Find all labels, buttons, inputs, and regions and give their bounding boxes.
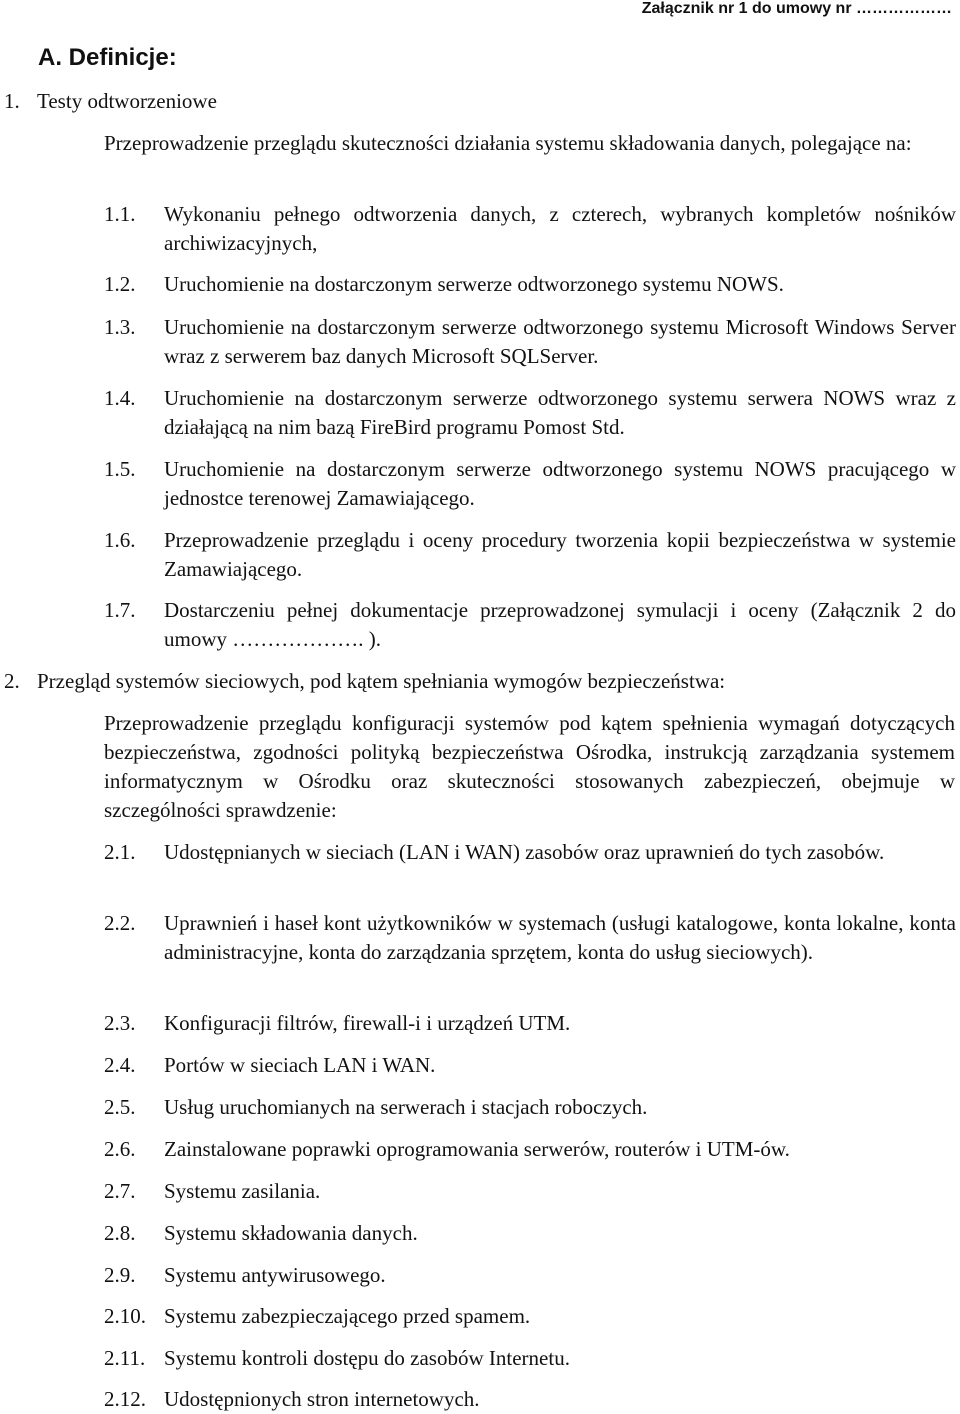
list-item [104,200,956,258]
list-item [104,1302,956,1331]
list-item [104,384,956,442]
annex-header: Załącznik nr 1 do umowy nr ……………… [641,0,952,17]
item-text: Systemu zabezpieczającego przed spamem. [164,1304,531,1328]
item-number: 1.6. [104,528,136,552]
list-item [104,1009,956,1038]
item-number: 2.6. [104,1137,136,1161]
list-item [104,270,956,299]
item-text: Uruchomienie na dostarczonym serwerze odtworzonego systemu NOWS pracującego w jednostce terenowej Zamawiającego. [164,457,956,510]
list-item [104,838,956,867]
list-item [104,1344,956,1373]
item-number: 2.5. [104,1095,136,1119]
item-text: Udostępnianych w sieciach (LAN i WAN) zasobów oraz uprawnień do tych zasobów. [164,840,885,864]
item-text: Zainstalowane poprawki oprogramowania serwerów, routerów i UTM-ów. [164,1137,790,1161]
item-text: Konfiguracji filtrów, firewall-i i urządzeń UTM. [164,1011,571,1035]
section-number: 1. [4,89,20,113]
item-number: 1.3. [104,315,136,339]
item-number: 2.2. [104,911,136,935]
item-text: Systemu składowania danych. [164,1221,418,1245]
item-text: Portów w sieciach LAN i WAN. [164,1053,436,1077]
list-item [104,909,956,967]
item-number: 1.2. [104,272,136,296]
item-text: Uruchomienie na dostarczonym serwerze odtworzonego systemu serwera NOWS wraz z działającą na nim bazą FireBird programu Pomost Std. [164,386,956,439]
section-title: Przegląd systemów sieciowych, pod kątem spełniania wymogów bezpieczeństwa: [37,669,726,693]
list-item [104,1051,956,1080]
list-item [104,455,956,513]
section-2-intro: Przeprowadzenie przeglądu konfiguracji systemów pod kątem spełnienia wymagań dotyczących bezpieczeństwa, zgodności polityką bezpieczeństwa Ośrodka, instrukcją zarządzania systemem informatycznym w Ośrodku oraz skuteczności stosowanych zabezpieczeń, obejmuje w szczególności sprawdzenie: [104,711,955,822]
section-2-heading [0,667,940,696]
item-number: 1.5. [104,457,136,481]
item-number: 2.8. [104,1221,136,1245]
list-item [104,1261,956,1290]
item-text: Systemu antywirusowego. [164,1263,386,1287]
item-text: Usług uruchomianych na serwerach i stacjach roboczych. [164,1095,648,1119]
section-number: 2. [4,669,20,693]
item-number: 1.4. [104,386,136,410]
item-number: 2.12. [104,1387,146,1411]
list-item [104,1135,956,1164]
list-item [104,313,956,371]
item-text: Przeprowadzenie przeglądu i oceny procedury tworzenia kopii bezpieczeństwa w systemie Zamawiającego. [164,528,956,581]
list-item [104,1093,956,1122]
list-item [104,1385,956,1414]
item-number: 2.3. [104,1011,136,1035]
section-1-intro: Przeprowadzenie przeglądu skuteczności działania systemu składowania danych, polegające na: [104,131,912,155]
item-number: 2.9. [104,1263,136,1287]
list-item [104,1219,956,1248]
section-a-title: A. Definicje: [38,44,177,71]
list-item [104,596,956,654]
item-number: 2.4. [104,1053,136,1077]
item-text: Wykonaniu pełnego odtworzenia danych, z czterech, wybranych kompletów nośników archiwizacyjnych, [164,202,956,255]
item-text: Uruchomienie na dostarczonym serwerze odtworzonego systemu NOWS. [164,272,784,296]
list-item [104,1177,956,1206]
list-item [104,526,956,584]
item-text: Udostępnionych stron internetowych. [164,1387,480,1411]
item-number: 2.10. [104,1304,146,1328]
item-number: 1.7. [104,598,136,622]
item-text: Uprawnień i haseł kont użytkowników w systemach (usługi katalogowe, konta lokalne, konta administracyjne, konta do zarządzania sprzętem, konta do usług sieciowych). [164,911,956,964]
item-text: Uruchomienie na dostarczonym serwerze odtworzonego systemu Microsoft Windows Server wraz z serwerem baz danych Microsoft SQLServer. [164,315,956,368]
item-number: 1.1. [104,202,136,226]
section-title: Testy odtworzeniowe [37,89,217,113]
item-number: 2.1. [104,840,136,864]
item-text: Systemu zasilania. [164,1179,321,1203]
item-number: 2.7. [104,1179,136,1203]
item-text: Systemu kontroli dostępu do zasobów Internetu. [164,1346,570,1370]
item-text: Dostarczeniu pełnej dokumentacje przeprowadzonej symulacji i oceny (Załącznik 2 do umowy ………………. ). [164,598,956,651]
section-1-heading [0,87,940,116]
item-number: 2.11. [104,1346,146,1370]
